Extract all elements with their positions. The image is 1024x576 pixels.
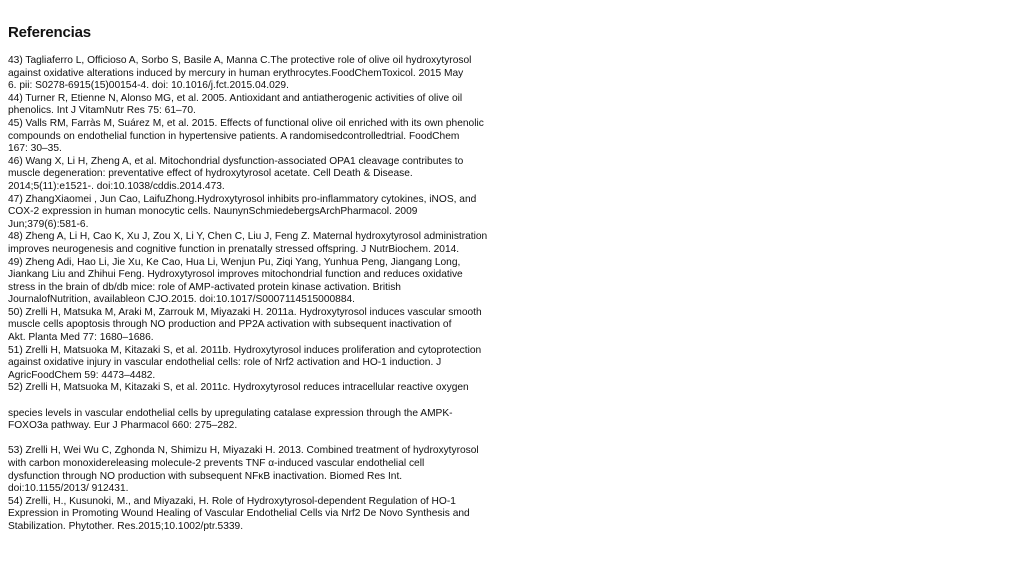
reference-line: 52) Zrelli H, Matsuoka M, Kitazaki S, et al. 2011c. Hydroxytyrosol reduces intracellular reactive oxygen [8, 382, 469, 394]
reference-line: Akt. Planta Med 77: 1680–1686. [8, 332, 154, 344]
reference-line: stress in the brain of db/db mice: role of AMP-activated protein kinase activation. British [8, 281, 401, 293]
reference-line: compounds on endothelial function in hypertensive patients. A randomisedcontrolledtrial. FoodChem [8, 130, 460, 142]
reference-line: muscle degeneration: preventative effect of hydroxytyrosol acetate. Cell Death & Disease. [8, 168, 413, 180]
reference-list [8, 55, 518, 534]
reference-line: 46) Wang X, Li H, Zheng A, et al. Mitochondrial dysfunction-associated OPA1 cleavage contributes to [8, 155, 464, 167]
reference-line: 167: 30–35. [8, 143, 62, 155]
reference-line: 2014;5(11):e1521-. doi:10.1038/cddis.2014.473. [8, 180, 225, 192]
reference-line: 51) Zrelli H, Matsuoka M, Kitazaki S, et al. 2011b. Hydroxytyrosol induces proliferation and cytoprotection [8, 344, 482, 356]
reference-line: JournalofNutrition, availableon CJO.2015. doi:10.1017/S0007114515000884. [8, 294, 356, 306]
reference-line: 44) Turner R, Etienne N, Alonso MG, et al. 2005. Antioxidant and antiatherogenic activities of olive oil [8, 92, 463, 104]
page-title: Referencias [8, 24, 91, 41]
reference-line: phenolics. Int J VitamNutr Res 75: 61–70. [8, 105, 196, 117]
reference-line: dysfunction through NO production with subsequent NFκB inactivation. Biomed Res Int. [8, 470, 403, 482]
reference-line: 6. pii: S0278-6915(15)00154-4. doi: 10.1016/j.fct.2015.04.029. [8, 80, 289, 92]
reference-line: 54) Zrelli, H., Kusunoki, M., and Miyazaki, H. Role of Hydroxytyrosol-dependent Regulation of HO-1 [8, 495, 456, 507]
reference-line: 43) Tagliaferro L, Officioso A, Sorbo S, Basile A, Manna C.The protective role of olive oil hydroxytyrosol [8, 55, 472, 66]
reference-line: Expression in Promoting Wound Healing of Vascular Endothelial Cells via Nrf2 De Novo Synthesis and [8, 508, 470, 520]
reference-line: doi:10.1155/2013/ 912431. [8, 483, 129, 495]
reference-line: FOXO3a pathway. Eur J Pharmacol 660: 275–282. [8, 420, 238, 432]
reference-line: species levels in vascular endothelial cells by upregulating catalase expression through the AMPK- [8, 407, 453, 419]
reference-line: improves neurogenesis and cognitive function in prenatally stressed offspring. J NutrBiochem. 2014. [8, 243, 460, 255]
reference-line: COX-2 expression in human monocytic cells. NaunynSchmiedebergsArchPharmacol. 2009 [8, 206, 418, 218]
reference-line: 49) Zheng Adi, Hao Li, Jie Xu, Ke Cao, Hua Li, Wenjun Pu, Ziqi Yang, Yunhua Peng, Jiangang Long, [8, 256, 461, 268]
reference-line: Stabilization. Phytother. Res.2015;10.1002/ptr.5339. [8, 520, 244, 532]
reference-line: AgricFoodChem 59: 4473–4482. [8, 369, 156, 381]
reference-line: Jiankang Liu and Zhihui Feng. Hydroxytyrosol improves mitochondrial function and reduces oxidative [8, 269, 463, 281]
reference-line: against oxidative injury in vascular endothelial cells: role of Nrf2 activation and HO-1 induction. J [8, 357, 442, 369]
reference-line: Jun;379(6):581-6. [8, 218, 89, 230]
reference-line: 45) Valls RM, Farràs M, Suárez M, et al. 2015. Effects of functional olive oil enriched with its own phenolic [8, 117, 484, 129]
reference-line: 50) Zrelli H, Matsuka M, Araki M, Zarrouk M, Miyazaki H. 2011a. Hydroxytyrosol induces vascular smooth [8, 306, 482, 318]
reference-line: muscle cells apoptosis through NO production and PP2A activation with subsequent inactivation of [8, 319, 452, 331]
reference-line: 53) Zrelli H, Wei Wu C, Zghonda N, Shimizu H, Miyazaki H. 2013. Combined treatment of hydroxytyrosol [8, 445, 479, 457]
reference-line: 48) Zheng A, Li H, Cao K, Xu J, Zou X, Li Y, Chen C, Liu J, Feng Z. Maternal hydroxytyrosol administration [8, 231, 488, 243]
reference-line: with carbon monoxidereleasing molecule-2 prevents TNF α-induced vascular endothelial cell [8, 458, 425, 469]
reference-line: against oxidative alterations induced by mercury in human erythrocytes.FoodChemToxicol. 2015 May [8, 67, 464, 79]
reference-line: 47) ZhangXiaomei , Jun Cao, LaifuZhong.Hydroxytyrosol inhibits pro-inflammatory cytokines, iNOS, and [8, 193, 477, 205]
